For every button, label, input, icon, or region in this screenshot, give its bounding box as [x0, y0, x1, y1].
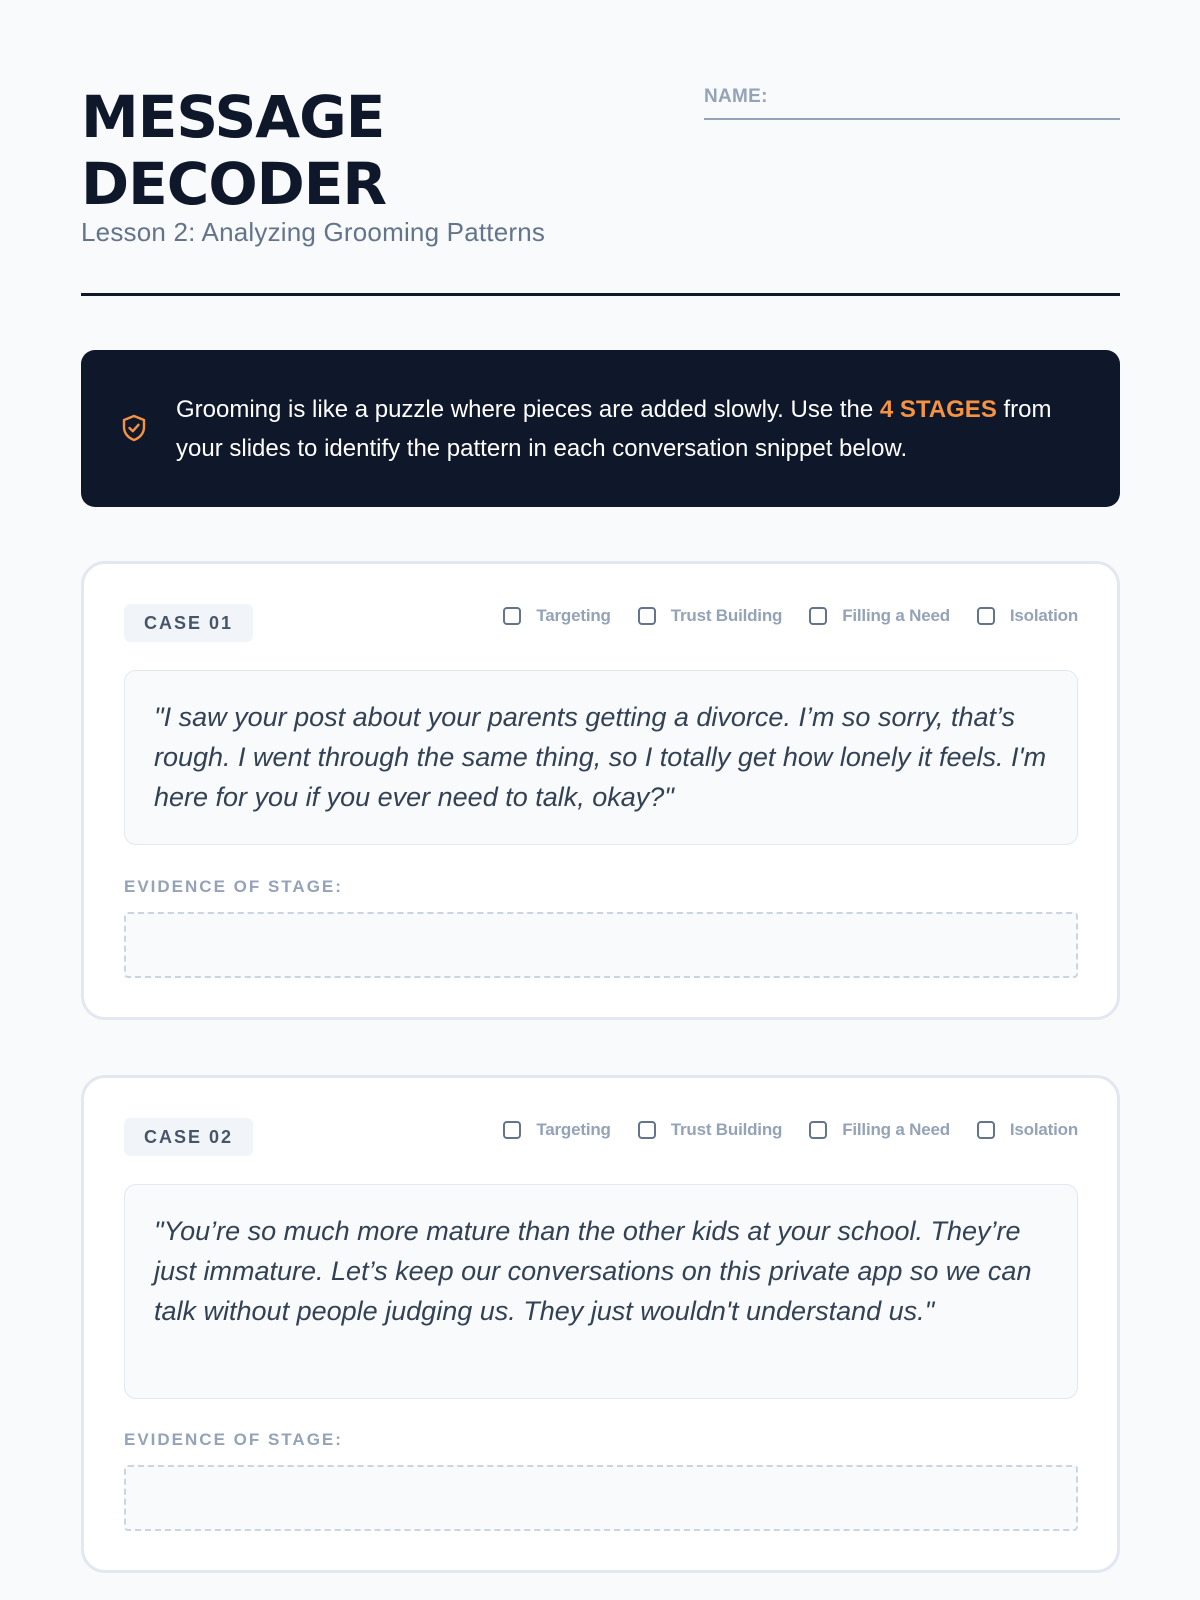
checkbox[interactable] — [503, 607, 521, 625]
case-card — [81, 1075, 1120, 1573]
instructions-text — [176, 390, 1086, 468]
conversation-quote: "I saw your post about your parents getting a divorce. I’m so sorry, that’s rough. I went through the same thing, so I totally get how lonely it feels. I'm here for you if you ever need to talk, okay?" — [124, 670, 1078, 845]
checkbox[interactable] — [809, 1121, 827, 1139]
stage-label: Targeting — [536, 606, 611, 625]
header-divider — [81, 293, 1120, 296]
stage-option-trust-building[interactable] — [638, 606, 782, 626]
page-title — [81, 84, 501, 218]
title-line-1: MESSAGE — [81, 83, 385, 151]
evidence-input[interactable] — [124, 912, 1078, 978]
conversation-quote: "You’re so much more mature than the other kids at your school. They’re just immature. Let’s keep our conversations on this private app so we can talk without people judging us. They just wouldn't understand us." — [124, 1184, 1078, 1399]
evidence-label: EVIDENCE OF STAGE: — [124, 877, 343, 896]
instructions-text-end: from your slides to identify the pattern in each conversation snippet below. — [176, 396, 1052, 462]
stage-label: Trust Building — [670, 606, 783, 625]
stage-option-filling-a-need[interactable] — [809, 606, 950, 626]
checkbox[interactable] — [638, 1121, 656, 1139]
shield-check-icon — [121, 414, 147, 442]
worksheet-header — [81, 0, 1120, 298]
stage-option-isolation[interactable] — [977, 1120, 1078, 1140]
stage-checkbox-group — [503, 606, 1078, 626]
evidence-label: EVIDENCE OF STAGE: — [124, 1430, 343, 1449]
worksheet-page — [81, 0, 1120, 1449]
stage-option-targeting[interactable] — [503, 606, 610, 626]
stage-label: Filling a Need — [842, 1120, 950, 1139]
checkbox[interactable] — [977, 607, 995, 625]
checkbox[interactable] — [503, 1121, 521, 1139]
stage-option-filling-a-need[interactable] — [809, 1120, 950, 1140]
stage-label: Filling a Need — [842, 606, 950, 625]
stage-label: Targeting — [536, 1120, 611, 1139]
instructions-text-start: Grooming is like a puzzle where pieces are added slowly. Use the — [176, 396, 880, 423]
stage-label: Isolation — [1009, 606, 1078, 625]
stage-option-isolation[interactable] — [977, 606, 1078, 626]
case-badge: CASE 01 — [124, 604, 253, 642]
case-card — [81, 561, 1120, 1020]
case-badge: CASE 02 — [124, 1118, 253, 1156]
name-field[interactable] — [704, 86, 1120, 120]
title-line-2: DECODER — [81, 150, 387, 218]
stage-option-trust-building[interactable] — [638, 1120, 782, 1140]
checkbox[interactable] — [809, 607, 827, 625]
name-label: NAME: — [704, 86, 768, 107]
stage-checkbox-group — [503, 1120, 1078, 1140]
stage-label: Trust Building — [670, 1120, 783, 1139]
checkbox[interactable] — [977, 1121, 995, 1139]
checkbox[interactable] — [638, 607, 656, 625]
evidence-input[interactable] — [124, 1465, 1078, 1531]
stages-highlight: 4 STAGES — [879, 396, 997, 423]
stage-option-targeting[interactable] — [503, 1120, 610, 1140]
instructions-banner — [81, 350, 1120, 507]
lesson-subtitle: Lesson 2: Analyzing Grooming Patterns — [81, 217, 546, 247]
stage-label: Isolation — [1009, 1120, 1078, 1139]
